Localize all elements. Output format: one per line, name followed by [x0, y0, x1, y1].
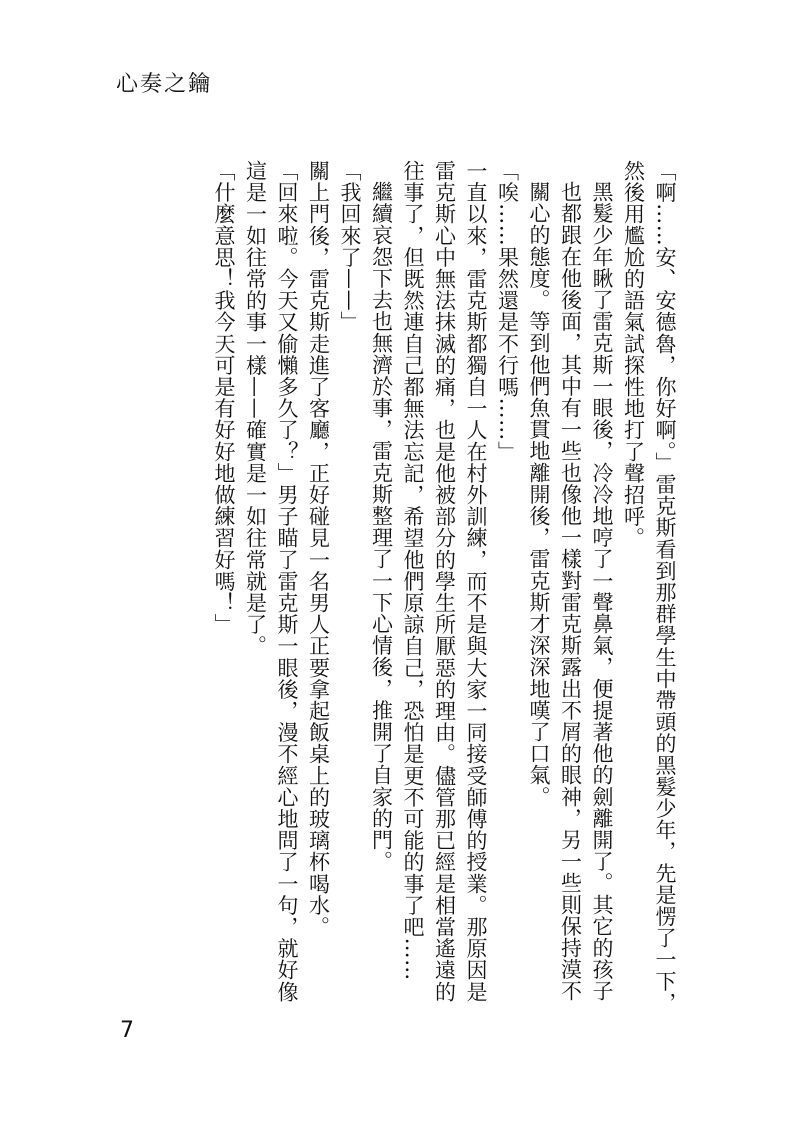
paragraph: 「啊……安、安德魯，你好啊。」雷克斯看到那群學生中帶頭的黑髮少年，先是愣了一下，然後用尷尬的語氣試探性地打了聲招呼。 — [621, 160, 677, 1014]
body-text — [208, 160, 681, 1020]
paragraph: 黑髮少年瞅了雷克斯一眼後，冷冷地哼了一聲鼻氣，便提著他的劍離開了。其它的孩子也都跟在他後面，其中有一些也像他一樣對雷克斯露出不屑的眼神，另一些則保持漠不關心的態度。等到他們魚貫地離開後，雷克斯才深深地嘆了口氣。 — [527, 181, 614, 1002]
page-number: 7 — [120, 1018, 134, 1043]
paragraph: 「回來啦。今天又偷懶多久了？」男子瞄了雷克斯一眼後，漫不經心地問了一句，就好像這是一如往常的事一樣——確實是一如往常就是了。 — [243, 160, 299, 1003]
running-head-title: 心奏之鑰 — [116, 72, 213, 97]
paragraph: 「什麼意思！我今天可是有好好地做練習好嗎！」 — [212, 160, 236, 636]
paragraph: 「唉……果然還是不行嗎……」 — [495, 160, 520, 463]
paragraph: 繼續哀怨下去也無濟於事，雷克斯整理了一下心情後，推開了自家的門。 — [369, 181, 394, 873]
paragraph: 一直以來，雷克斯都獨自一人在村外訓練，而不是與大家一同接受師傅的授業。那原因是雷克斯心中無法抹滅的痛，也是他被部分的學生所厭惡的理由。儘管那已經是相當遙遠的往事了，但既然連自己都無法忘記，希望他們原諒自己，恐怕是更不可能的事了吧…… — [401, 160, 488, 1003]
paragraph: 關上門後，雷克斯走進了客廳，正好碰見一名男人正要拿起飯桌上的玻璃杯喝水。 — [306, 160, 331, 938]
paragraph: 「我回來了——」 — [338, 160, 362, 333]
